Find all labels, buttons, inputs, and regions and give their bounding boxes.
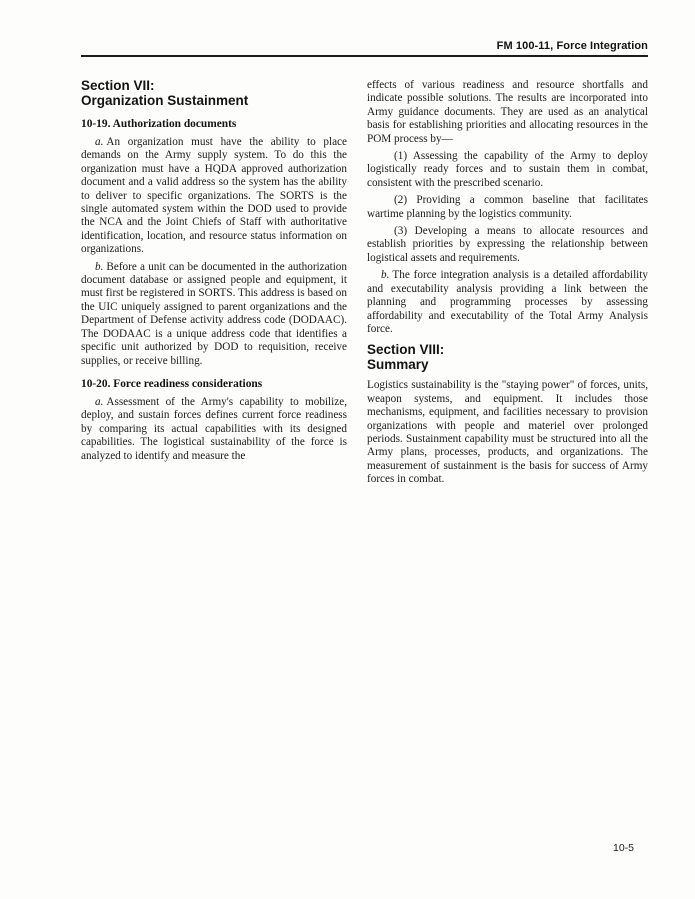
paragraph-text: An organization must have the ability to place demands on the Army supply system. To do this the organization must have a HQDA approved authorization document and a valid address so the system has the ability to deliver to specific organizations. The SORTS is the single automated system within the DOD used to provide the NCA and the Joint Chiefs of Staff with authoritative identification, location, and resource status information on organizations. bbox=[81, 136, 347, 256]
paragraph-summary: Logistics sustainability is the "staying power" of forces, units, weapon systems, and equipment. It includes those mechanisms, equipment, and facilities necessary to provision organizations with people and materiel over prolonged periods. Sustainment capability must be structured into all the Army plans, processes, products, and organizations. The measurement of sustainment is the basis for success of Army forces in combat. bbox=[367, 379, 648, 486]
section-viii-heading bbox=[367, 343, 648, 372]
running-header-title: FM 100-11, Force Integration bbox=[496, 40, 648, 52]
paragraph-10-20-b bbox=[367, 269, 648, 336]
article-heading-10-19: 10-19. Authorization documents bbox=[81, 118, 237, 130]
paragraph-10-19-b bbox=[81, 261, 347, 368]
two-column-layout bbox=[81, 79, 648, 491]
paragraph-10-20-a-3: (3) Developing a means to allocate resources and establish priorities by expressing the relationship between logistical assets and requirements. bbox=[367, 225, 648, 264]
right-column bbox=[367, 79, 648, 491]
left-column bbox=[81, 79, 347, 491]
paragraph-lead-b: b. bbox=[95, 260, 104, 273]
header-rule bbox=[81, 55, 648, 57]
paragraph-lead-a: a. bbox=[95, 136, 104, 148]
paragraph-text: Before a unit can be documented in the authorization document database or assigned people and equipment, it must first be registered in SORTS. This address is based on the UIC uniquely assigned to parent organizations and the Department of Defense activity address code (DODAAC). The DODAAC is a unique address code that identifies a specific unit authorized by DOD to requisition, receive supplies, or receive billing. bbox=[81, 260, 347, 367]
section-vii-heading bbox=[81, 79, 347, 108]
paragraph-10-20-a-2: (2) Providing a common baseline that facilitates wartime planning by the logistics community. bbox=[367, 194, 648, 220]
page-content bbox=[81, 40, 648, 491]
paragraph-text: The force integration analysis is a detailed affordability and executability analysis providing a link between the planning and programming processes by assessing affordability and executability of the Total Army Analysis force. bbox=[367, 269, 648, 335]
paragraph-10-19-a bbox=[81, 136, 347, 257]
paragraph-lead-b: b. bbox=[381, 269, 390, 282]
section-vii-heading-line1: Section VII: bbox=[81, 78, 155, 93]
paragraph-lead-a: a. bbox=[95, 395, 104, 408]
paragraph-text: Assessment of the Army's capability to mobilize, deploy, and sustain forces defines current force readiness by comparing its actual capabilities with its designed capabilities. The logistical sustainability of the force is analyzed to identify and measure the bbox=[81, 395, 347, 462]
page-number: 10-5 bbox=[612, 842, 634, 854]
section-viii-heading-line1: Section VIII: bbox=[367, 342, 445, 358]
paragraph-10-20-a-1: (1) Assessing the capability of the Army to deploy logistically ready forces and to sustain them in combat, consistent with the prescribed scenario. bbox=[367, 150, 648, 189]
paragraph-10-20-a bbox=[81, 396, 347, 463]
section-viii-heading-line2: Summary bbox=[367, 356, 429, 372]
article-heading-10-20: 10-20. Force readiness considerations bbox=[81, 377, 263, 390]
running-header bbox=[81, 40, 648, 55]
paragraph-continuation: effects of various readiness and resource shortfalls and indicate possible solutions. The results are incorporated into Army guidance documents. They are used as an analytical basis for establishing priorities and allocating resources in the POM process by— bbox=[367, 79, 648, 145]
section-vii-heading-line2: Organization Sustainment bbox=[81, 92, 249, 108]
